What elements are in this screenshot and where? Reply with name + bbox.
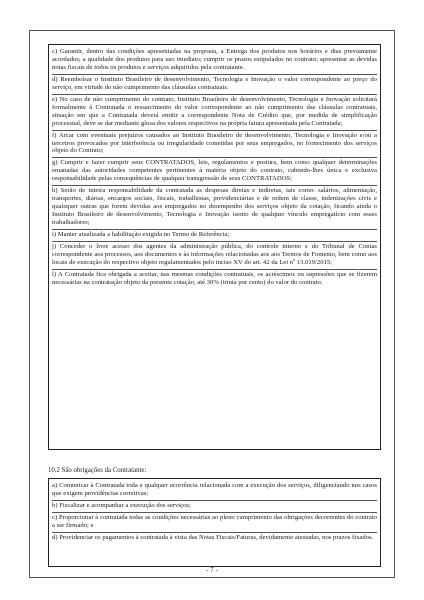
contractor-obligations-box: [48, 478, 381, 567]
clause-f: f) Arcar com eventuais prejuízos causados ao Instituto Brasileiro de desenvolvimento, Tecnologia e Inovação e/ou a terceiros provocados por interferência ou irregularidade cometidas por seus empregados, no fornecimento dos serviços objeto do Contrato;: [52, 131, 377, 159]
contractor-clause-a: a) Comunicar à Contratada toda e qualquer ocorrência relacionada com a execução dos serviços, diligenciando nos casos que exigem providências corretivas;: [52, 481, 377, 501]
contractor-clause-c: c) Proporcionar à contratada todas as condições necessárias ao pleno cumprimento das obrigações decorrentes do contrato a ser firmado; e: [52, 513, 377, 533]
section-title: 10.2 São obrigações da Contratante:: [48, 467, 147, 474]
contractor-clause-d: d) Providenciar os pagamentos à contratada à vista das Notas Fiscais/Faturas, devidamente atestadas, nos prazos fixados.: [52, 533, 374, 541]
clause-c: c) Garantir, dentro das condições apresentadas na proposta, a Entrega dos produtos nos horários e dias previamente acordados; a qualidade dos produtos para uso imediato; cumprir os prazos estipulados no contrato; apresentar as devidas notas fiscais de todos os produtos e serviços adquiridos pela contratante.: [52, 47, 377, 75]
clause-i: i) Manter atualizada a habilitação exigida no Termo de Referência;: [52, 230, 377, 242]
contractor-clause-b: b) Fiscalizar e acompanhar a execução dos serviços;: [52, 501, 377, 513]
clause-g: g) Cumprir e fazer cumprir seus CONTRATADOS, leis, regulamentos e postura, bem como qualquer determinações emanadas das autoridades competentes pertinentes à matéria objeto do contrato, cabendo-lhes única e exclusiva responsabilidade pelas consequências de qualquer transgressão de seus CONTRATADOS;: [52, 158, 377, 186]
clause-l: l) A Contratada fica obrigada a aceitar, nas mesmas condições contratuais, os acréscimos ou supressões que se fizerem necessárias na contratação objeto da presente cotação, até 30% (trinta por cento) do valor do contrato.: [52, 270, 377, 286]
page-number: - 7 -: [206, 566, 218, 574]
clause-h: h) Serão de inteira responsabilidade da contratada as despesas diretas e indiretas, tais como: salários, alimentação, transportes, diárias, encargos sociais, fiscais, trabalhistas, previdenciárias e de ordem de classe, indenizações civis e quaisquer outras que forem devidas aos empregados no desempenho dos serviços objeto da cotação, ficando ainda o Instituto Brasileiro de desenvolvimento, Tecnologia e Inovação isento de qualquer vínculo empregatício com esses trabalhadores;: [52, 186, 377, 230]
clause-d: d) Reembolsar o Instituto Brasileiro de desenvolvimento, Tecnologia e Inovação o valor correspondente ao preço do serviço, em virtude do não cumprimento das cláusulas contratuais.: [52, 75, 377, 95]
clause-e: e) No caso de não cumprimento do contrato, Instituto Brasileiro de desenvolvimento, Tecnologia e Inovação solicitará formalmente à Contratada o ressarcimento do valor correspondente ao não cumprimento das cláusulas contratuais, situação em que a Contratada deverá emitir a correspondente Nota de Crédito que, por medida de simplificação processual, deve se dar mediante glosa dos valores respectivos na própria fatura apresentada pela Contratada;: [52, 95, 377, 131]
clause-j: j) Conceder o livre acesso dos agentes da administração pública, do controle interno e do Tribunal de Contas correspondente aos processos, aos documentos e às informações relacionadas aos aos Termos de Fomento, bem como aos locais de execução do respectivo objeto regulamentados pelo inciso XV do art. 42 da Lei nº 13.019/2015;: [52, 242, 377, 270]
contracted-obligations-box: [48, 44, 381, 450]
